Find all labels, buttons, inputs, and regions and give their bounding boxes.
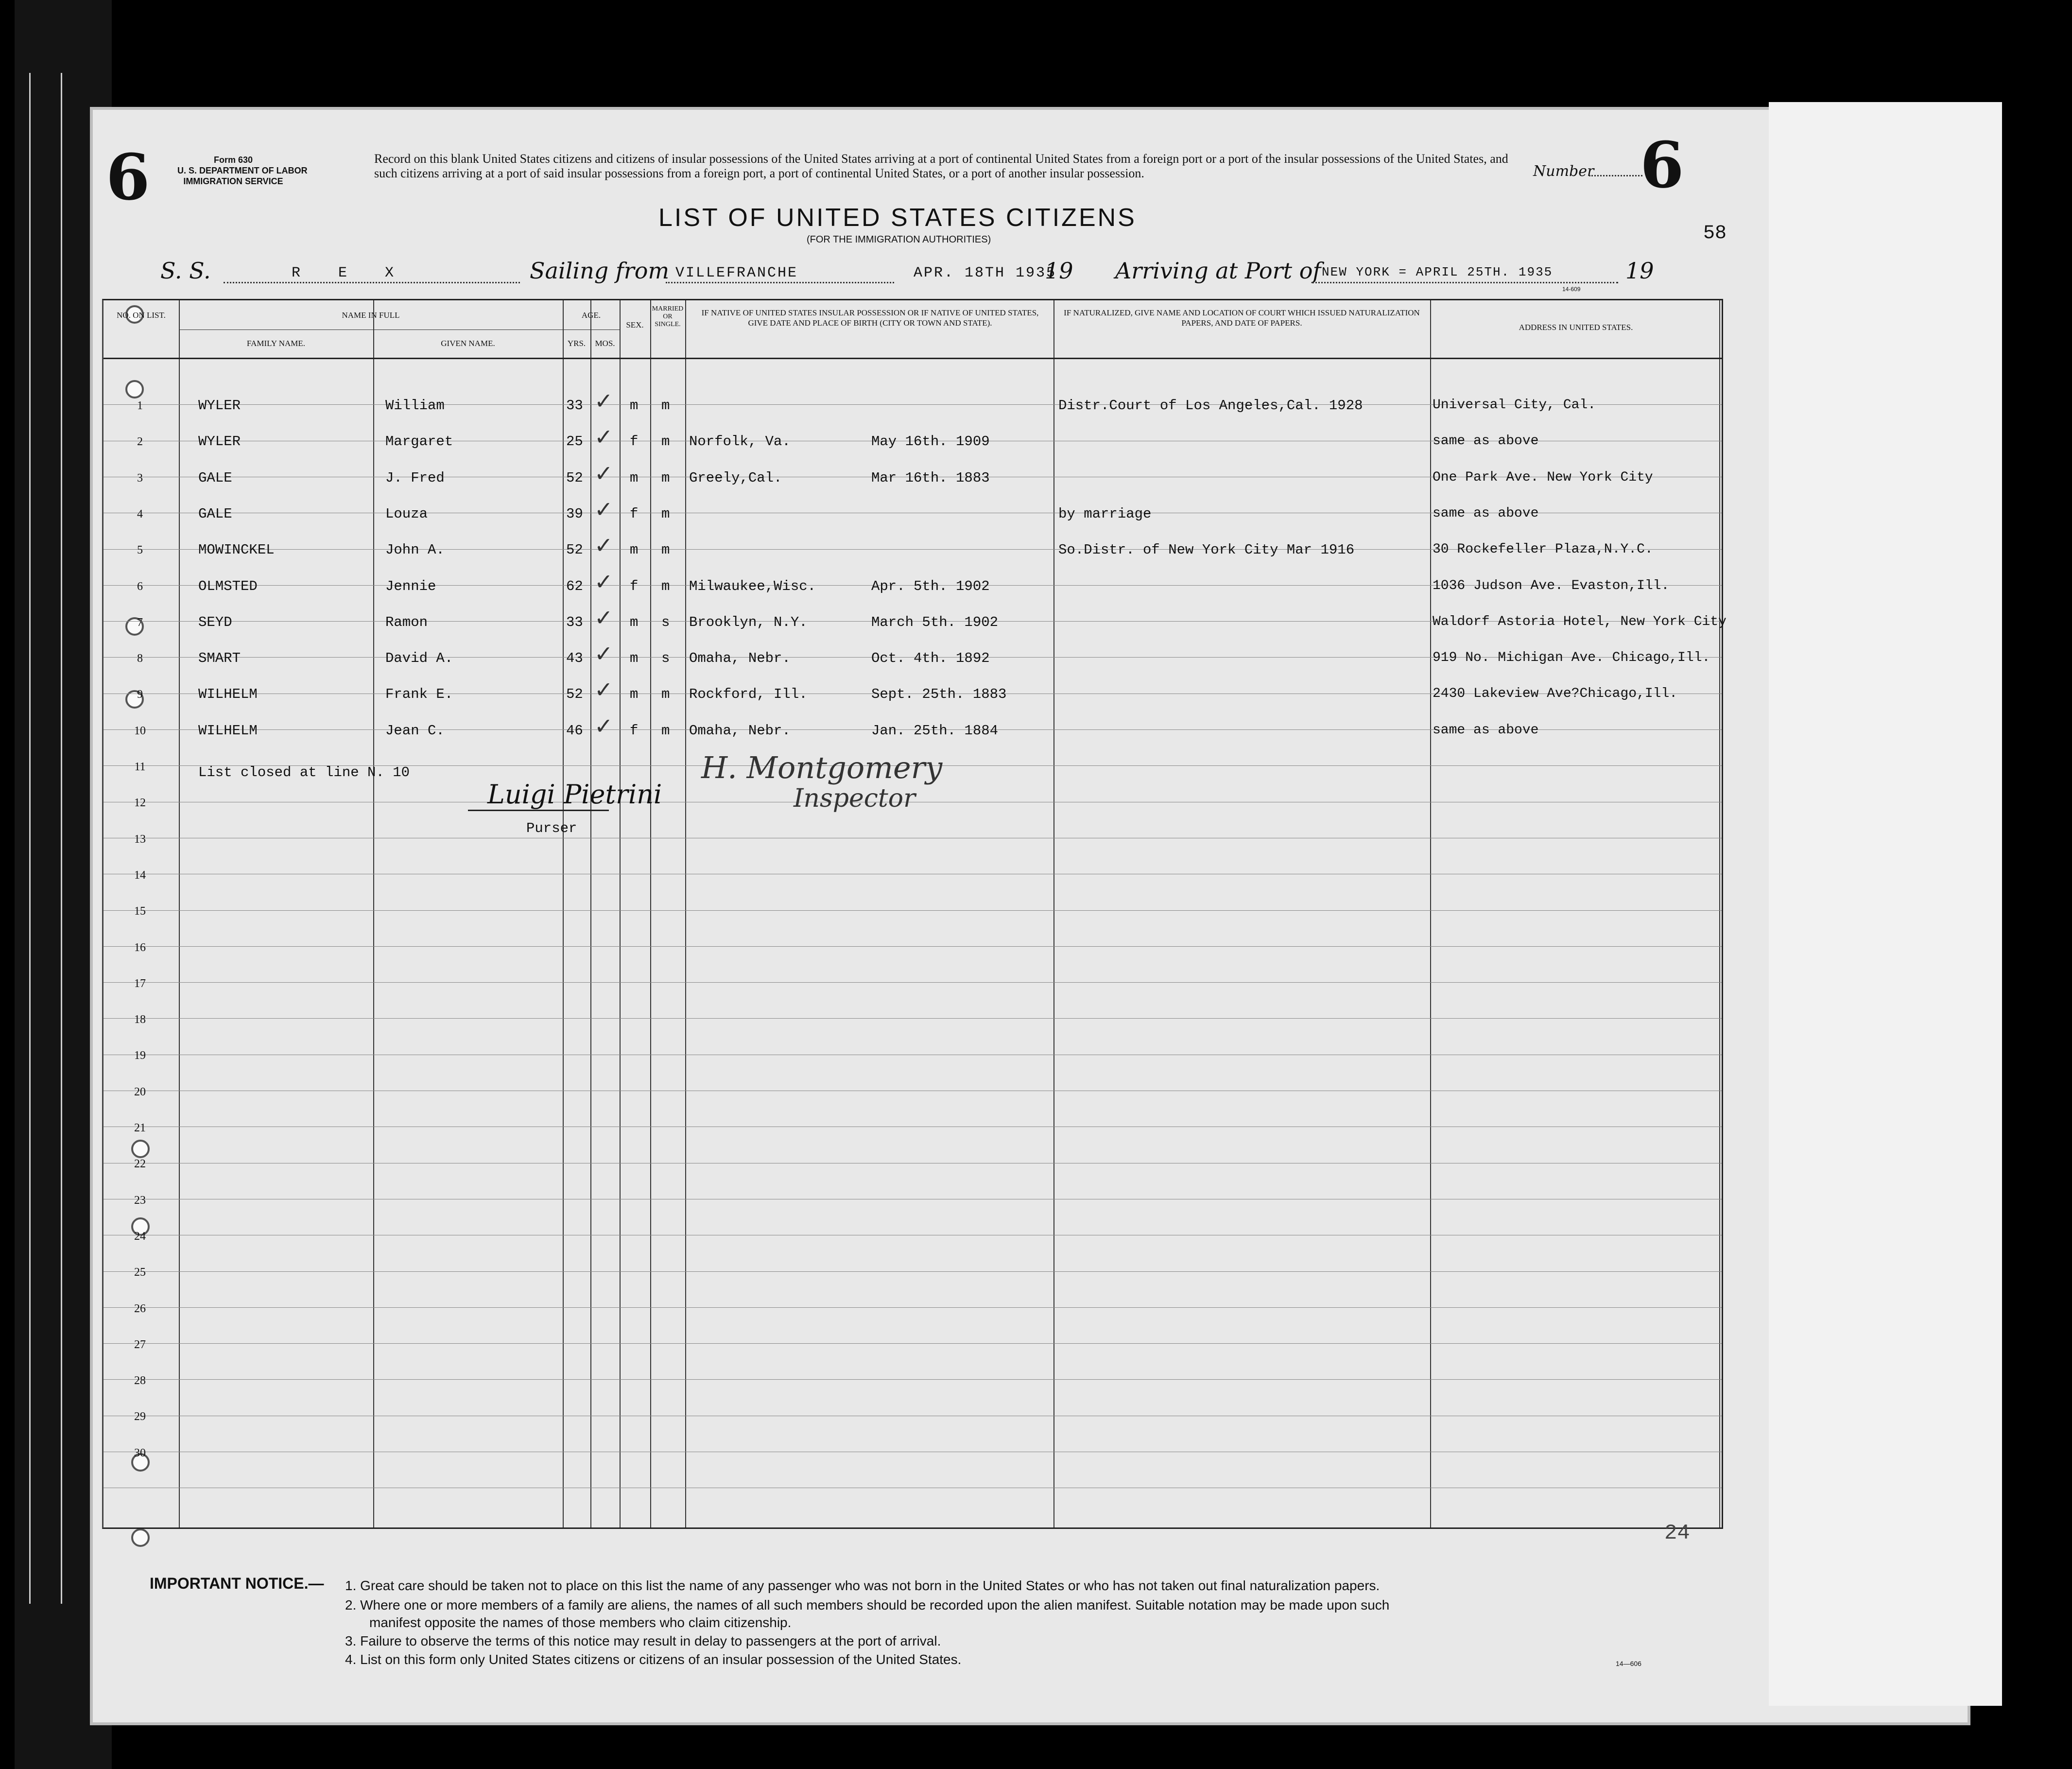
marital-status: m: [661, 723, 670, 739]
family-name: WYLER: [198, 398, 241, 414]
notice-heading: IMPORTANT NOTICE.—: [150, 1575, 324, 1592]
address: Waldorf Astoria Hotel, New York City: [1433, 614, 1727, 629]
family-name: OLMSTED: [198, 578, 258, 594]
sailing-date: APR. 18TH 1935: [914, 265, 1057, 281]
address: One Park Ave. New York City: [1433, 470, 1653, 485]
notice-item-3: 3. Failure to observe the terms of this notice may result in delay to passengers at the port of arrival.: [345, 1633, 941, 1648]
sailing-line: [666, 282, 894, 283]
col-age-yrs: YRS.: [567, 339, 586, 348]
address: same as above: [1433, 434, 1539, 449]
age-years: 46: [566, 723, 583, 739]
list-number-right: 6: [1640, 128, 1684, 202]
check-mark-icon: ✓: [594, 496, 613, 522]
marital-status: m: [661, 470, 670, 486]
given-name: J. Fred: [385, 470, 445, 486]
age-years: 33: [566, 614, 583, 630]
passenger-table: [102, 299, 1727, 1529]
binder-ring-line: [29, 73, 31, 1604]
marital-status: m: [661, 434, 670, 450]
service-name: IMMIGRATION SERVICE: [183, 176, 283, 186]
row-rule: [104, 1379, 1722, 1380]
row-number: 21: [134, 1122, 146, 1134]
row-rule: [104, 946, 1722, 947]
marital-status: m: [661, 506, 670, 522]
check-mark-icon: ✓: [594, 641, 613, 667]
birth-place: Norfolk, Va.: [689, 434, 791, 450]
col-naturalized: IF NATURALIZED, GIVE NAME AND LOCATION OF COURT WHICH ISSUED NATURALIZATION PAPERS, AND DATE OF PAPERS.: [1064, 308, 1420, 328]
purser-signature: Luigi Pietrini: [487, 779, 662, 810]
row-number: 24: [134, 1230, 146, 1243]
family-name: GALE: [198, 470, 232, 486]
birth-place: Omaha, Nebr.: [689, 723, 791, 739]
given-name: Frank E.: [385, 686, 453, 702]
family-name: MOWINCKEL: [198, 542, 275, 558]
row-number: 16: [134, 941, 146, 954]
address: same as above: [1433, 723, 1539, 738]
col-sex: SEX.: [626, 320, 644, 330]
notice-item-2: 2. Where one or more members of a family are aliens, the names of all such members should be recorded upon the alien manifest. Suitable notation may be made upon such: [345, 1597, 1390, 1613]
number-line: [1589, 175, 1642, 176]
row-rule: [104, 1343, 1722, 1344]
row-number: 25: [134, 1266, 146, 1279]
intro-text: Record on this blank United States citizens and citizens of insular possessions of the United States arriving at a port of continental United States from a foreign port or a port of the insular possessions of the United States, and such citizens arriving at a port of said insular possessions from a foreign port, a port of continental United States, or a port of another insular possession.: [374, 152, 1508, 180]
row-rule: [104, 1307, 1722, 1308]
marital-status: m: [661, 542, 670, 558]
col-age-mos: MOS.: [595, 339, 615, 348]
ship-label: S. S.: [160, 258, 211, 284]
document-title: LIST OF UNITED STATES CITIZENS: [658, 204, 1137, 232]
notice-item-2-cont: manifest opposite the names of those members who claim citizenship.: [369, 1615, 792, 1630]
row-rule: [104, 982, 1722, 983]
row-number: 1: [137, 399, 143, 412]
birth-date: Oct. 4th. 1892: [871, 650, 990, 666]
sailing-from: VILLEFRANCHE: [675, 265, 798, 281]
row-number: 26: [134, 1302, 146, 1315]
ship-line: [224, 282, 520, 283]
age-years: 43: [566, 650, 583, 666]
col-age: AGE.: [581, 311, 601, 320]
print-code: 14-609: [1562, 286, 1581, 293]
given-name: John A.: [385, 542, 445, 558]
number-label: Number: [1533, 163, 1594, 180]
col-address: ADDRESS IN UNITED STATES.: [1519, 323, 1633, 332]
arriving-label: Arriving at Port of: [1115, 258, 1321, 284]
col-name-in-full: NAME IN FULL: [342, 311, 400, 320]
notice-item-1: 1. Great care should be taken not to place on this list the name of any passenger who was not born in the United States or who has not taken out final naturalization papers.: [345, 1578, 1380, 1593]
check-mark-icon: ✓: [594, 676, 613, 703]
age-years: 39: [566, 506, 583, 522]
sex: f: [630, 434, 639, 450]
row-rule: [104, 1271, 1722, 1272]
stamp-number: 24: [1664, 1521, 1690, 1545]
col-family-name: FAMILY NAME.: [246, 339, 306, 348]
row-number: 11: [134, 761, 146, 773]
purser-label: Purser: [526, 820, 577, 836]
row-number: 29: [134, 1410, 146, 1423]
sex: f: [630, 506, 639, 522]
birth-place: Omaha, Nebr.: [689, 650, 791, 666]
sex: m: [630, 542, 639, 558]
page-number: 58: [1703, 223, 1727, 244]
given-name: Margaret: [385, 434, 453, 450]
sex: f: [630, 578, 639, 594]
given-name: Jean C.: [385, 723, 445, 739]
family-name: SMART: [198, 650, 241, 666]
sex: m: [630, 470, 639, 486]
naturalization: by marriage: [1058, 506, 1152, 522]
marital-status: s: [661, 614, 670, 630]
col-married: MARRIED OR SINGLE.: [652, 305, 684, 328]
birth-date: Apr. 5th. 1902: [871, 578, 990, 594]
naturalization: So.Distr. of New York City Mar 1916: [1058, 542, 1355, 558]
row-rule: [104, 1018, 1722, 1019]
birth-date: March 5th. 1902: [871, 614, 999, 630]
check-mark-icon: ✓: [594, 569, 613, 595]
address: Universal City, Cal.: [1433, 398, 1596, 413]
sex: m: [630, 398, 639, 414]
birth-place: Greely,Cal.: [689, 470, 782, 486]
birth-place: Brooklyn, N.Y.: [689, 614, 808, 630]
check-mark-icon: ✓: [594, 460, 613, 486]
address: 30 Rockefeller Plaza,N.Y.C.: [1433, 542, 1653, 557]
address: 2430 Lakeview Ave?Chicago,Ill.: [1433, 686, 1678, 701]
given-name: William: [385, 398, 445, 414]
birth-date: Jan. 25th. 1884: [871, 723, 999, 739]
age-years: 62: [566, 578, 583, 594]
inspector-signature: H. Montgomery: [701, 750, 943, 785]
marital-status: m: [661, 578, 670, 594]
row-number: 3: [137, 472, 143, 485]
department-name: U. S. DEPARTMENT OF LABOR: [177, 166, 308, 175]
row-number: 22: [134, 1158, 146, 1170]
sheet-edge-strip: [1769, 102, 2002, 1706]
age-years: 33: [566, 398, 583, 414]
row-number: 18: [134, 1013, 146, 1026]
check-mark-icon: ✓: [594, 424, 613, 450]
sex: m: [630, 650, 639, 666]
row-number: 28: [134, 1374, 146, 1387]
binder-ring-line: [61, 73, 62, 1604]
signature-rule: [468, 810, 609, 811]
age-years: 52: [566, 686, 583, 702]
department-block: [177, 155, 308, 187]
notice-item-4: 4. List on this form only United States citizens or citizens of an insular possession of the United States.: [345, 1652, 962, 1667]
row-number: 15: [134, 905, 146, 918]
address: 1036 Judson Ave. Evaston,Ill.: [1433, 578, 1670, 593]
sex: m: [630, 686, 639, 702]
family-name: WYLER: [198, 434, 241, 450]
row-number: 17: [134, 977, 146, 990]
check-mark-icon: ✓: [594, 605, 613, 631]
row-number: 6: [137, 580, 143, 593]
given-name: David A.: [385, 650, 453, 666]
list-number-left: 6: [106, 140, 150, 214]
row-number: 8: [137, 652, 143, 665]
row-number: 10: [134, 725, 146, 737]
row-number: 13: [134, 833, 146, 846]
age-years: 52: [566, 470, 583, 486]
address: 919 No. Michigan Ave. Chicago,Ill.: [1433, 650, 1710, 665]
family-name: GALE: [198, 506, 232, 522]
header-bottom: [104, 358, 1722, 359]
document-subtitle: (FOR THE IMMIGRATION AUTHORITIES): [807, 234, 991, 245]
family-name: WILHELM: [198, 686, 258, 702]
birth-place: Milwaukee,Wisc.: [689, 578, 816, 594]
form-number: Form 630: [213, 155, 253, 165]
birth-date: May 16th. 1909: [871, 434, 990, 450]
birth-place: Rockford, Ill.: [689, 686, 808, 702]
naturalization: Distr.Court of Los Angeles,Cal. 1928: [1058, 398, 1363, 414]
age-years: 25: [566, 434, 583, 450]
marital-status: m: [661, 686, 670, 702]
birth-date: Sept. 25th. 1883: [871, 686, 1007, 702]
notice-form-code: 14—606: [1616, 1660, 1641, 1667]
col-no: NO. ON LIST.: [117, 311, 166, 320]
check-mark-icon: ✓: [594, 713, 613, 739]
given-name: Ramon: [385, 614, 428, 630]
year-2: 19: [1625, 258, 1654, 284]
family-name: SEYD: [198, 614, 232, 630]
row-number: 12: [134, 797, 146, 809]
sex: f: [630, 723, 639, 739]
col-given-name: GIVEN NAME.: [441, 339, 495, 348]
year-1: 19: [1045, 258, 1073, 284]
check-mark-icon: ✓: [594, 532, 613, 558]
check-mark-icon: ✓: [594, 388, 613, 414]
address: same as above: [1433, 506, 1539, 521]
row-number: 7: [137, 616, 143, 629]
row-rule: [104, 910, 1722, 911]
marital-status: m: [661, 398, 670, 414]
row-number: 9: [137, 688, 143, 701]
punch-hole: [131, 1528, 150, 1547]
sailing-label: Sailing from: [530, 258, 670, 284]
ship-name: R E X: [292, 265, 409, 281]
arriving-port: NEW YORK = APRIL 25TH. 1935: [1322, 265, 1553, 279]
row-number: 2: [137, 435, 143, 448]
row-number: 5: [137, 544, 143, 556]
row-number: 30: [134, 1447, 146, 1459]
row-number: 4: [137, 508, 143, 520]
age-years: 52: [566, 542, 583, 558]
given-name: Louza: [385, 506, 428, 522]
arriving-line: [1312, 282, 1618, 283]
inspector-label: Inspector: [794, 784, 915, 813]
row-number: 19: [134, 1049, 146, 1062]
birth-date: Mar 16th. 1883: [871, 470, 990, 486]
row-number: 14: [134, 869, 146, 882]
family-name: WILHELM: [198, 723, 258, 739]
list-closed-note: List closed at line N. 10: [198, 764, 410, 780]
marital-status: s: [661, 650, 670, 666]
col-birth: IF NATIVE OF UNITED STATES INSULAR POSSESSION OR IF NATIVE OF UNITED STATES, GIVE DATE AND PLACE OF BIRTH (CITY OR TOWN AND STATE).: [701, 308, 1039, 328]
row-number: 20: [134, 1086, 146, 1098]
row-number: 27: [134, 1338, 146, 1351]
row-number: 23: [134, 1194, 146, 1207]
sex: m: [630, 614, 639, 630]
given-name: Jennie: [385, 578, 436, 594]
